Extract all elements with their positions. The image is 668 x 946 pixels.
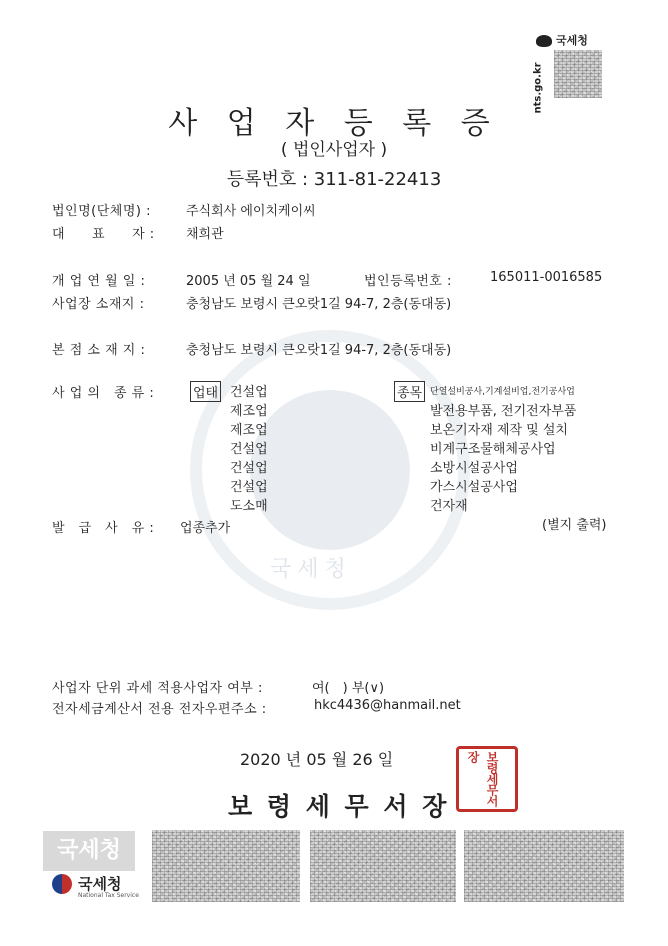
tax-office-name: 보 령 세 무 서 장 bbox=[228, 792, 450, 821]
issue-date: 2020 년 05 월 26 일 bbox=[240, 750, 394, 769]
business-row-item: 건자재 bbox=[430, 499, 468, 514]
address-label: 사업장 소재지 : bbox=[52, 297, 145, 312]
representative-label: 대 표 자 : bbox=[52, 227, 155, 242]
registration-number-label: 등록번호 : bbox=[226, 169, 309, 190]
security-pattern-3 bbox=[464, 830, 624, 902]
official-stamp bbox=[456, 746, 518, 812]
nts-verification-block bbox=[528, 30, 628, 114]
hq-address-value: 충청남도 보령시 큰오랏1길 94-7, 2층(동대동) bbox=[186, 343, 452, 358]
business-type-tag: 업태 bbox=[190, 381, 221, 402]
nts-brand-english: National Tax Service bbox=[78, 892, 139, 899]
business-row-item: 가스시설공사업 bbox=[430, 480, 518, 495]
hq-address-label: 본 점 소 재 지 : bbox=[52, 343, 146, 358]
official-stamp-text: 보령세무서장 bbox=[466, 751, 499, 806]
registration-number-value: 311-81-22413 bbox=[313, 169, 442, 190]
business-row-item: 소방시설공사업 bbox=[430, 461, 518, 476]
watermark-text: 국세청 bbox=[270, 557, 352, 582]
business-type-label: 사 업 의 종 류 : bbox=[52, 386, 155, 401]
corp-reg-label: 법인등록번호 : bbox=[364, 274, 452, 289]
attachment-note: (별지 출력) bbox=[542, 518, 607, 533]
business-row-type: 건설업 bbox=[230, 442, 268, 457]
open-date-label: 개 업 연 월 일 : bbox=[52, 274, 146, 289]
business-row-type: 건설업 bbox=[230, 480, 268, 495]
business-row-item: 단열설비공사,기계설비업,전기공사업 bbox=[430, 387, 575, 397]
unit-tax-label: 사업자 단위 과세 적용사업자 여부 : bbox=[52, 681, 263, 696]
issue-reason-value: 업종추가 bbox=[180, 521, 231, 536]
business-row-item: 비계구조물해체공사업 bbox=[430, 442, 556, 457]
issue-reason-label: 발 급 사 유 : bbox=[52, 521, 155, 536]
nts-logo-icon bbox=[536, 35, 552, 47]
unit-tax-value: 여( ) 부(∨) bbox=[312, 681, 385, 696]
security-pattern-2 bbox=[310, 830, 456, 902]
watermark-brand-box bbox=[43, 831, 135, 871]
verification-code-image bbox=[554, 50, 602, 98]
corp-reg-value: 165011-0016585 bbox=[490, 270, 603, 285]
address-value: 충청남도 보령시 큰오랏1길 94-7, 2층(동대동) bbox=[186, 297, 452, 312]
nts-logo-text: 국세청 bbox=[556, 34, 588, 47]
business-row-type: 도소매 bbox=[230, 499, 268, 514]
corp-name-value: 주식회사 에이치케이씨 bbox=[186, 204, 316, 219]
registration-number bbox=[0, 165, 668, 191]
document-subtitle: ( 법인사업자 ) bbox=[280, 140, 388, 160]
nts-emblem-icon bbox=[52, 874, 72, 894]
business-row-type: 제조업 bbox=[230, 423, 268, 438]
business-row-item: 보온기자재 제작 및 설치 bbox=[430, 423, 568, 438]
business-row-type: 제조업 bbox=[230, 404, 268, 419]
document-title: 사 업 자 등 록 증 bbox=[168, 106, 500, 141]
business-row-item: 발전용부품, 전기전자부품 bbox=[430, 404, 577, 419]
security-pattern-1 bbox=[152, 830, 300, 902]
nts-brand-name: 국세청 bbox=[78, 875, 122, 893]
representative-value: 채희관 bbox=[186, 227, 224, 242]
open-date-value: 2005 년 05 월 24 일 bbox=[186, 274, 311, 289]
email-label: 전자세금계산서 전용 전자우편주소 : bbox=[52, 702, 267, 717]
watermark-brand-text: 국세청 bbox=[57, 838, 121, 863]
corp-name-label: 법인명(단체명) : bbox=[52, 204, 152, 219]
business-item-tag: 종목 bbox=[394, 381, 425, 402]
business-row-type: 건설업 bbox=[230, 385, 268, 400]
email-value: hkc4436@hanmail.net bbox=[314, 698, 461, 713]
watermark-swirl bbox=[250, 390, 410, 550]
nts-domain-text: nts.go.kr bbox=[532, 62, 544, 114]
business-row-type: 건설업 bbox=[230, 461, 268, 476]
